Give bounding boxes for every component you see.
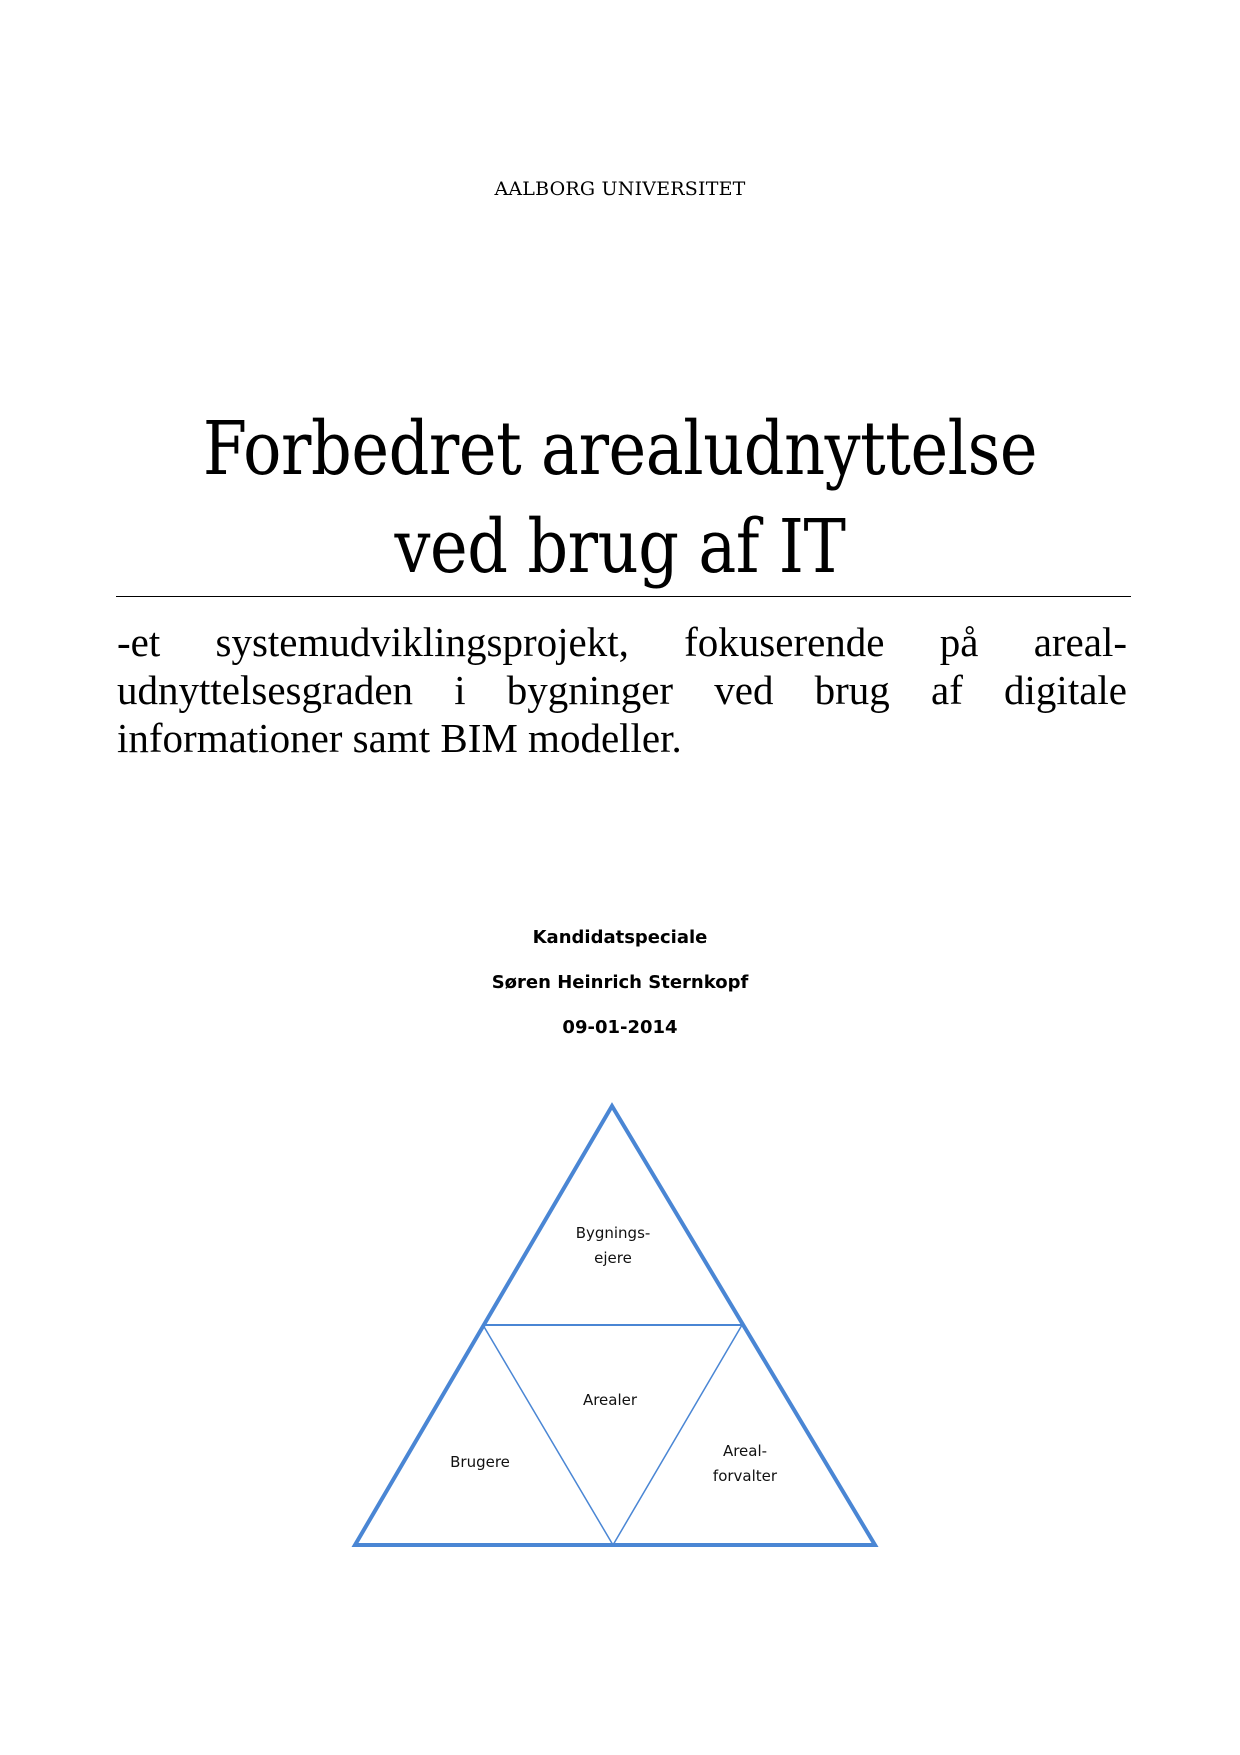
label-bygningsejere-2: ejere (594, 1249, 632, 1267)
document-subtitle: -et systemudviklingsprojekt, fokuserende på areal-udnyttelsesgraden i bygninger ved brug af digitale informationer samt BIM modeller. (117, 619, 1127, 761)
title-line-1: Forbedret arealudnyttelse (202, 406, 1038, 492)
author-name: Søren Heinrich Sternkopf (491, 972, 749, 993)
title-line-2: ved brug af IT (394, 504, 846, 590)
inner-left-line (483, 1325, 613, 1545)
document-date: 09-01-2014 (562, 1017, 678, 1038)
thesis-type: Kandidatspeciale (532, 927, 708, 948)
label-brugere: Brugere (450, 1453, 510, 1471)
label-arealforvalter-2: forvalter (712, 1467, 778, 1485)
inner-right-line (613, 1325, 742, 1545)
label-arealforvalter-1: Areal- (722, 1442, 768, 1460)
label-arealer: Arealer (582, 1391, 638, 1409)
institution-name: AALBORG UNIVERSITET (494, 178, 746, 200)
label-bygningsejere-1: Bygnings- (575, 1224, 651, 1242)
